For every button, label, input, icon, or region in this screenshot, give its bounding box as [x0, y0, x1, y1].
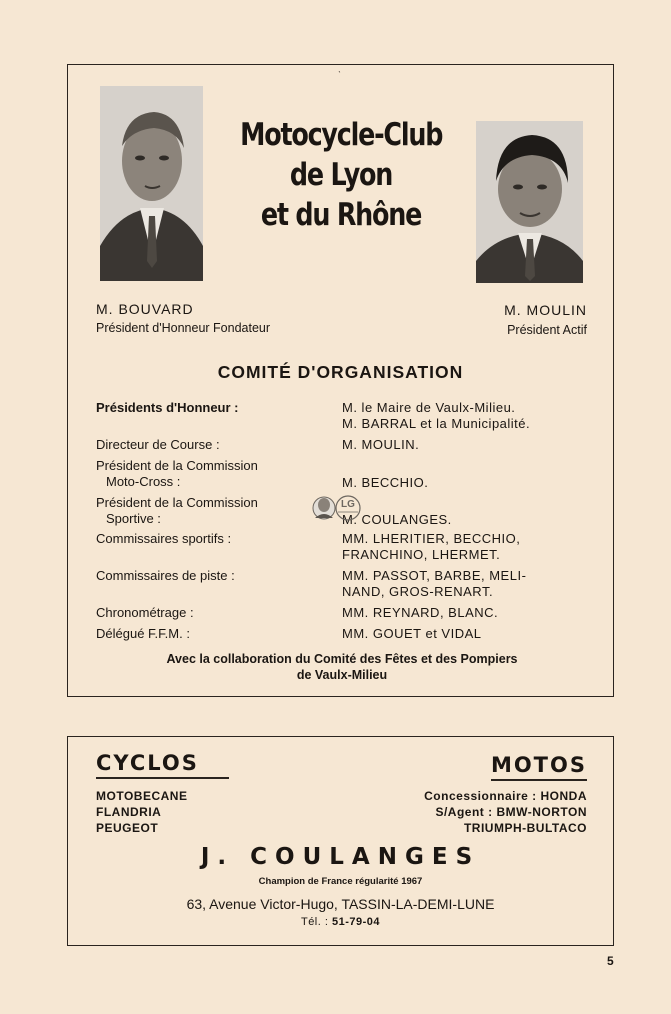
role-line: Commissaires de piste :: [96, 568, 235, 583]
committee-members: [342, 605, 588, 621]
committee-members: [342, 531, 588, 563]
dealer-advertisement: [67, 736, 614, 946]
tel-label: Tél. :: [300, 916, 329, 928]
member-line: M. BECCHIO.: [342, 475, 429, 490]
role-line: Présidents d'Honneur :: [96, 400, 239, 415]
collab-line: de Vaulx-Milieu: [296, 668, 388, 682]
cyclos-heading: CYCLOS: [96, 751, 229, 779]
list-item: Concessionnaire : HONDA: [424, 789, 587, 803]
shop-name: J. COULANGES: [200, 844, 481, 870]
role-line: Moto-Cross :: [106, 474, 181, 489]
member-line: MM. REYNARD, BLANC.: [342, 605, 499, 620]
collector-stamp: [310, 488, 362, 528]
club-title-line: et du Rhône: [260, 197, 422, 233]
committee-role: [96, 626, 331, 642]
list-item: TRIUMPH-BULTACO: [463, 821, 587, 835]
committee-members: [342, 437, 588, 453]
list-item: S/Agent : BMW-NORTON: [435, 805, 587, 819]
committee-role: [96, 605, 331, 621]
shop-telephone: [68, 916, 613, 928]
collab-line: Avec la collaboration du Comité des Fêtes et des Pompiers: [166, 652, 518, 666]
member-line: M. COULANGES.: [342, 512, 452, 527]
portrait-photo-bouvard: [100, 86, 203, 281]
shop-address: 63, Avenue Victor-Hugo, TASSIN-LA-DEMI-LUNE: [186, 896, 495, 912]
list-item: FLANDRIA: [96, 805, 162, 819]
list-item: PEUGEOT: [96, 821, 159, 835]
role-line: Délégué F.F.M. :: [96, 626, 190, 641]
club-title-line: Motocycle-Club: [240, 117, 443, 153]
club-title: [240, 115, 442, 235]
committee-members: [342, 475, 588, 491]
tel-number: 51-79-04: [331, 916, 381, 928]
cyclos-brand-list: [96, 788, 187, 836]
committee-role: [96, 495, 331, 527]
collaboration-note: [96, 651, 588, 683]
committee-members: [342, 626, 588, 642]
role-line: Chronométrage :: [96, 605, 194, 620]
ink-mark: ˋ: [338, 70, 341, 80]
role-line: Président de la Commission: [96, 458, 258, 473]
role-line: Directeur de Course :: [96, 437, 220, 452]
committee-role: [96, 437, 331, 453]
member-line: NAND, GROS-RENART.: [342, 584, 494, 599]
shop-subtitle: Champion de France régularité 1967: [258, 876, 423, 887]
member-line: MM. LHERITIER, BECCHIO,: [342, 531, 521, 546]
page-number: 5: [607, 954, 614, 968]
motos-heading: MOTOS: [491, 753, 587, 781]
committee-members: [342, 568, 588, 600]
club-committee-panel: [67, 64, 614, 697]
member-line: MM. GOUET et VIDAL: [342, 626, 482, 641]
person-name-moulin: M. MOULIN: [504, 302, 587, 318]
committee-heading: COMITÉ D'ORGANISATION: [217, 362, 464, 382]
member-line: M. le Maire de Vaulx-Milieu.: [342, 400, 516, 415]
club-title-line: de Lyon: [289, 157, 393, 193]
portrait-photo-moulin: [476, 121, 583, 283]
member-line: M. BARRAL et la Municipalité.: [342, 416, 531, 431]
committee-role: [96, 458, 331, 490]
person-name-bouvard: M. BOUVARD: [96, 301, 194, 317]
committee-role: [96, 531, 331, 547]
member-line: MM. PASSOT, BARBE, MELI-: [342, 568, 527, 583]
member-line: M. MOULIN.: [342, 437, 420, 452]
role-line: Sportive :: [106, 511, 161, 526]
committee-members: [342, 400, 588, 432]
person-role-bouvard: Président d'Honneur Fondateur: [96, 321, 271, 335]
committee-role: [96, 568, 331, 584]
person-role-moulin: Président Actif: [507, 323, 587, 337]
motos-brand-list: [424, 788, 587, 836]
stamp-text: LG: [341, 499, 355, 510]
committee-members: [342, 512, 588, 528]
list-item: MOTOBECANE: [96, 789, 188, 803]
member-line: FRANCHINO, LHERMET.: [342, 547, 501, 562]
role-line: Commissaires sportifs :: [96, 531, 232, 546]
committee-role: [96, 400, 331, 416]
role-line: Président de la Commission: [96, 495, 258, 510]
